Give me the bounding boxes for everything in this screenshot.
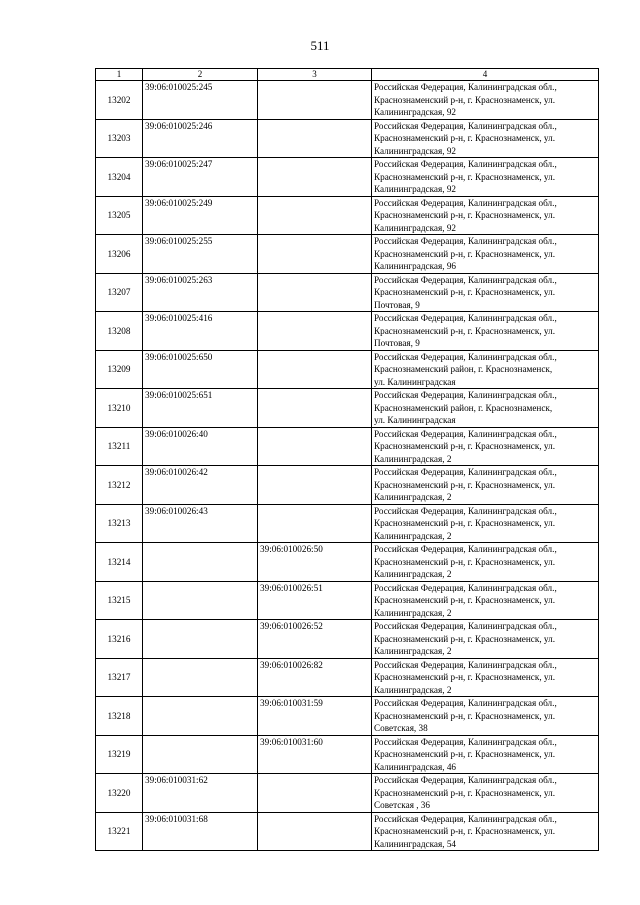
cadastral-number-col3-cell: 39:06:010026:50 [258, 543, 372, 582]
table-row [96, 389, 599, 428]
cadastral-number-col2-cell: 39:06:010031:68 [143, 812, 258, 851]
address-cell: Российская Федерация, Калининградская обл., Краснознаменский р-н, г. Краснознаменск, ул. Калининградская, 2 [372, 581, 599, 620]
cadastral-number-col2-cell: 39:06:010026:43 [143, 504, 258, 543]
address-cell: Российская Федерация, Калининградская обл., Краснознаменский р-н, г. Краснознаменск, ул. Почтовая, 9 [372, 273, 599, 312]
table-row [96, 350, 599, 389]
address-cell: Российская Федерация, Калининградская обл., Краснознаменский район, г. Краснознаменск, ул. Калининградская [372, 350, 599, 389]
table-row [96, 196, 599, 235]
address-cell: Российская Федерация, Калининградская обл., Краснознаменский р-н, г. Краснознаменск, ул. Калининградская, 2 [372, 543, 599, 582]
column-header-3: 3 [258, 69, 372, 81]
cadastral-number-col2-cell [143, 620, 258, 659]
row-number-cell: 13205 [96, 196, 143, 235]
row-number-cell: 13214 [96, 543, 143, 582]
address-cell: Российская Федерация, Калининградская обл., Краснознаменский р-н, г. Краснознаменск, ул. Почтовая, 9 [372, 312, 599, 351]
cadastral-number-col3-cell: 39:06:010031:59 [258, 697, 372, 736]
address-cell: Российская Федерация, Калининградская обл., Краснознаменский р-н, г. Краснознаменск, ул. Калининградская, 2 [372, 658, 599, 697]
table-row [96, 312, 599, 351]
cadastral-number-col2-cell [143, 581, 258, 620]
table-row [96, 697, 599, 736]
cadastral-number-col2-cell: 39:06:010025:247 [143, 158, 258, 197]
row-number-cell: 13203 [96, 119, 143, 158]
row-number-cell: 13211 [96, 427, 143, 466]
table-row [96, 466, 599, 505]
column-header-2: 2 [143, 69, 258, 81]
column-header-4: 4 [372, 69, 599, 81]
row-number-cell: 13202 [96, 81, 143, 120]
address-cell: Российская Федерация, Калининградская обл., Краснознаменский р-н, г. Краснознаменск, ул. Калининградская, 2 [372, 620, 599, 659]
address-cell: Российская Федерация, Калининградская обл., Краснознаменский район, г. Краснознаменск, ул. Калининградская [372, 389, 599, 428]
cadastral-number-col2-cell: 39:06:010025:255 [143, 235, 258, 274]
table-row [96, 581, 599, 620]
cadastral-number-col3-cell [258, 119, 372, 158]
table-row [96, 735, 599, 774]
cadastral-number-col3-cell [258, 273, 372, 312]
cadastral-number-col2-cell [143, 543, 258, 582]
cadastral-number-col2-cell: 39:06:010031:62 [143, 774, 258, 813]
cadastral-number-col2-cell: 39:06:010025:263 [143, 273, 258, 312]
cadastral-number-col3-cell [258, 466, 372, 505]
address-cell: Российская Федерация, Калининградская обл., Краснознаменский р-н, г. Краснознаменск, ул. Калининградская, 92 [372, 81, 599, 120]
address-cell: Российская Федерация, Калининградская обл., Краснознаменский р-н, г. Краснознаменск, ул. Калининградская, 2 [372, 427, 599, 466]
table-row [96, 658, 599, 697]
row-number-cell: 13206 [96, 235, 143, 274]
cadastral-number-col3-cell [258, 427, 372, 466]
address-cell: Российская Федерация, Калининградская обл., Краснознаменский р-н, г. Краснознаменск, ул. Калининградская, 96 [372, 235, 599, 274]
cadastral-number-col3-cell [258, 504, 372, 543]
cadastral-number-col3-cell [258, 812, 372, 851]
row-number-cell: 13210 [96, 389, 143, 428]
table-row [96, 235, 599, 274]
cadastral-number-col3-cell [258, 312, 372, 351]
cadastral-number-col2-cell: 39:06:010025:249 [143, 196, 258, 235]
row-number-cell: 13216 [96, 620, 143, 659]
cadastral-number-col2-cell [143, 658, 258, 697]
address-cell: Российская Федерация, Калининградская обл., Краснознаменский р-н, г. Краснознаменск, ул. Калининградская, 92 [372, 119, 599, 158]
table-row [96, 81, 599, 120]
cadastral-number-col2-cell [143, 697, 258, 736]
cadastral-number-col3-cell [258, 350, 372, 389]
row-number-cell: 13213 [96, 504, 143, 543]
address-cell: Российская Федерация, Калининградская обл., Краснознаменский р-н, г. Краснознаменск, ул. Калининградская, 2 [372, 504, 599, 543]
table-body [96, 81, 599, 851]
page-number: 511 [310, 38, 330, 53]
address-cell: Российская Федерация, Калининградская обл., Краснознаменский р-н, г. Краснознаменск, ул. Калининградская, 2 [372, 466, 599, 505]
cadastral-number-col3-cell [258, 81, 372, 120]
row-number-cell: 13218 [96, 697, 143, 736]
cadastral-number-col2-cell: 39:06:010026:40 [143, 427, 258, 466]
address-cell: Российская Федерация, Калининградская обл., Краснознаменский р-н, г. Краснознаменск, ул. Калининградская, 92 [372, 196, 599, 235]
cadastral-number-col2-cell: 39:06:010026:42 [143, 466, 258, 505]
address-cell: Российская Федерация, Калининградская обл., Краснознаменский р-н, г. Краснознаменск, ул. Калининградская, 46 [372, 735, 599, 774]
table-row [96, 119, 599, 158]
cadastral-number-col3-cell: 39:06:010031:60 [258, 735, 372, 774]
row-number-cell: 13215 [96, 581, 143, 620]
row-number-cell: 13212 [96, 466, 143, 505]
address-cell: Российская Федерация, Калининградская обл., Краснознаменский р-н, г. Краснознаменск, ул. Советская , 36 [372, 774, 599, 813]
cadastral-number-col3-cell: 39:06:010026:52 [258, 620, 372, 659]
table-row [96, 620, 599, 659]
table-row [96, 774, 599, 813]
header-row [96, 69, 599, 81]
row-number-cell: 13221 [96, 812, 143, 851]
address-cell: Российская Федерация, Калининградская обл., Краснознаменский р-н, г. Краснознаменск, ул. Калининградская, 92 [372, 158, 599, 197]
registry-table [95, 68, 599, 851]
row-number-cell: 13207 [96, 273, 143, 312]
table-row [96, 812, 599, 851]
cadastral-number-col3-cell [258, 774, 372, 813]
column-header-1: 1 [96, 69, 143, 81]
address-cell: Российская Федерация, Калининградская обл., Краснознаменский р-н, г. Краснознаменск, ул. Калининградская, 54 [372, 812, 599, 851]
table-row [96, 543, 599, 582]
row-number-cell: 13204 [96, 158, 143, 197]
row-number-cell: 13220 [96, 774, 143, 813]
cadastral-number-col2-cell: 39:06:010025:246 [143, 119, 258, 158]
cadastral-number-col2-cell: 39:06:010025:650 [143, 350, 258, 389]
cadastral-number-col2-cell [143, 735, 258, 774]
cadastral-number-col3-cell [258, 196, 372, 235]
row-number-cell: 13209 [96, 350, 143, 389]
cadastral-number-col2-cell: 39:06:010025:416 [143, 312, 258, 351]
address-cell: Российская Федерация, Калининградская обл., Краснознаменский р-н, г. Краснознаменск, ул. Советская, 38 [372, 697, 599, 736]
cadastral-number-col3-cell [258, 235, 372, 274]
table-row [96, 427, 599, 466]
cadastral-number-col3-cell: 39:06:010026:82 [258, 658, 372, 697]
cadastral-number-col3-cell: 39:06:010026:51 [258, 581, 372, 620]
cadastral-number-col2-cell: 39:06:010025:245 [143, 81, 258, 120]
row-number-cell: 13208 [96, 312, 143, 351]
row-number-cell: 13217 [96, 658, 143, 697]
table-row [96, 504, 599, 543]
cadastral-number-col3-cell [258, 158, 372, 197]
cadastral-number-col3-cell [258, 389, 372, 428]
table-row [96, 273, 599, 312]
cadastral-number-col2-cell: 39:06:010025:651 [143, 389, 258, 428]
row-number-cell: 13219 [96, 735, 143, 774]
table-row [96, 158, 599, 197]
